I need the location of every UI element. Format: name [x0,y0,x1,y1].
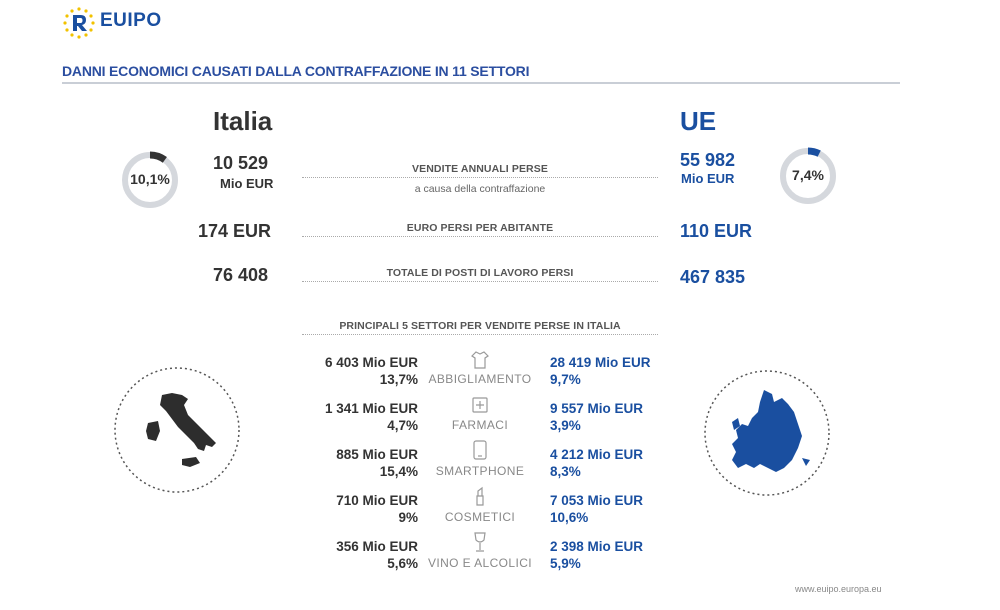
sectors-list [290,350,690,580]
header-divider [62,82,900,84]
sector-eu-value: 4 212 Mio EUR 8,3% [550,447,644,479]
sectors-title: PRINCIPALI 5 SETTORI PER VENDITE PERSE IN ITALIA [339,320,621,332]
per-capita-dotted-line [302,236,658,237]
sector-italy-value: 6 403 Mio EUR 13,7% [324,355,418,387]
sector-italy-value: 1 341 Mio EUR 4,7% [324,401,418,433]
eu-percent: 7,4% [792,167,824,183]
sector-italy-value: 356 Mio EUR 5,6% [336,539,418,571]
italy-map-icon [112,365,242,495]
sector-name: VINO E ALCOLICI [427,556,533,570]
italy-sales-value: 10 529 [213,153,269,173]
eu-heading: UE [680,106,717,136]
italy-sales-unit: Mio EUR [220,176,274,191]
smartphone-icon [472,440,488,460]
italy-percent: 10,1% [130,171,170,187]
sales-sublabel: a causa della contraffazione [414,183,546,195]
sector-italy-value: 885 Mio EUR 15,4% [336,447,418,479]
italy-percent-ring [120,150,180,210]
medicine-icon [470,394,490,414]
wine-glass-icon [472,532,488,552]
sectors-dotted-line [302,334,658,335]
page-title: DANNI ECONOMICI CAUSATI DALLA CONTRAFFAZIONE IN 11 SETTORI [62,63,530,79]
eu-sales-value: 55 982 [680,150,736,170]
eu-per-capita: 110 EUR [680,221,753,241]
italy-map-circle [112,365,242,495]
sector-eu-value: 28 419 Mio EUR 9,7% [550,355,651,387]
sector-name: ABBIGLIAMENTO [428,372,532,386]
shirt-icon [470,350,490,370]
per-capita-label: EURO PERSI PER ABITANTE [406,222,554,234]
eu-jobs: 467 835 [680,267,746,287]
sector-name: FARMACI [451,418,509,432]
italy-jobs: 76 408 [213,265,269,285]
logo-name: EUIPO [100,10,162,31]
eu-map-circle [702,368,832,498]
jobs-label: TOTALE DI POSTI DI LAVORO PERSI [386,267,574,279]
lipstick-icon [472,486,488,506]
eu-sales-unit: Mio EUR [681,171,735,186]
sector-name: COSMETICI [444,510,516,524]
italy-heading: Italia [213,106,273,136]
jobs-dotted-line [302,281,658,282]
eu-percent-ring [778,146,838,206]
sector-eu-value: 7 053 Mio EUR 10,6% [550,493,644,525]
footer-url[interactable]: www.euipo.europa.eu [795,584,882,594]
sales-label: VENDITE ANNUALI PERSE [412,163,548,175]
sales-dotted-line [302,177,658,178]
euipo-star-ring-logo-icon [62,6,96,40]
sector-name: SMARTPHONE [435,464,525,478]
italy-per-capita: 174 EUR [198,221,272,241]
eu-map-icon [702,368,832,498]
sector-eu-value: 9 557 Mio EUR 3,9% [550,401,644,433]
sector-italy-value: 710 Mio EUR 9% [336,493,418,525]
sector-eu-value: 2 398 Mio EUR 5,9% [550,539,644,571]
